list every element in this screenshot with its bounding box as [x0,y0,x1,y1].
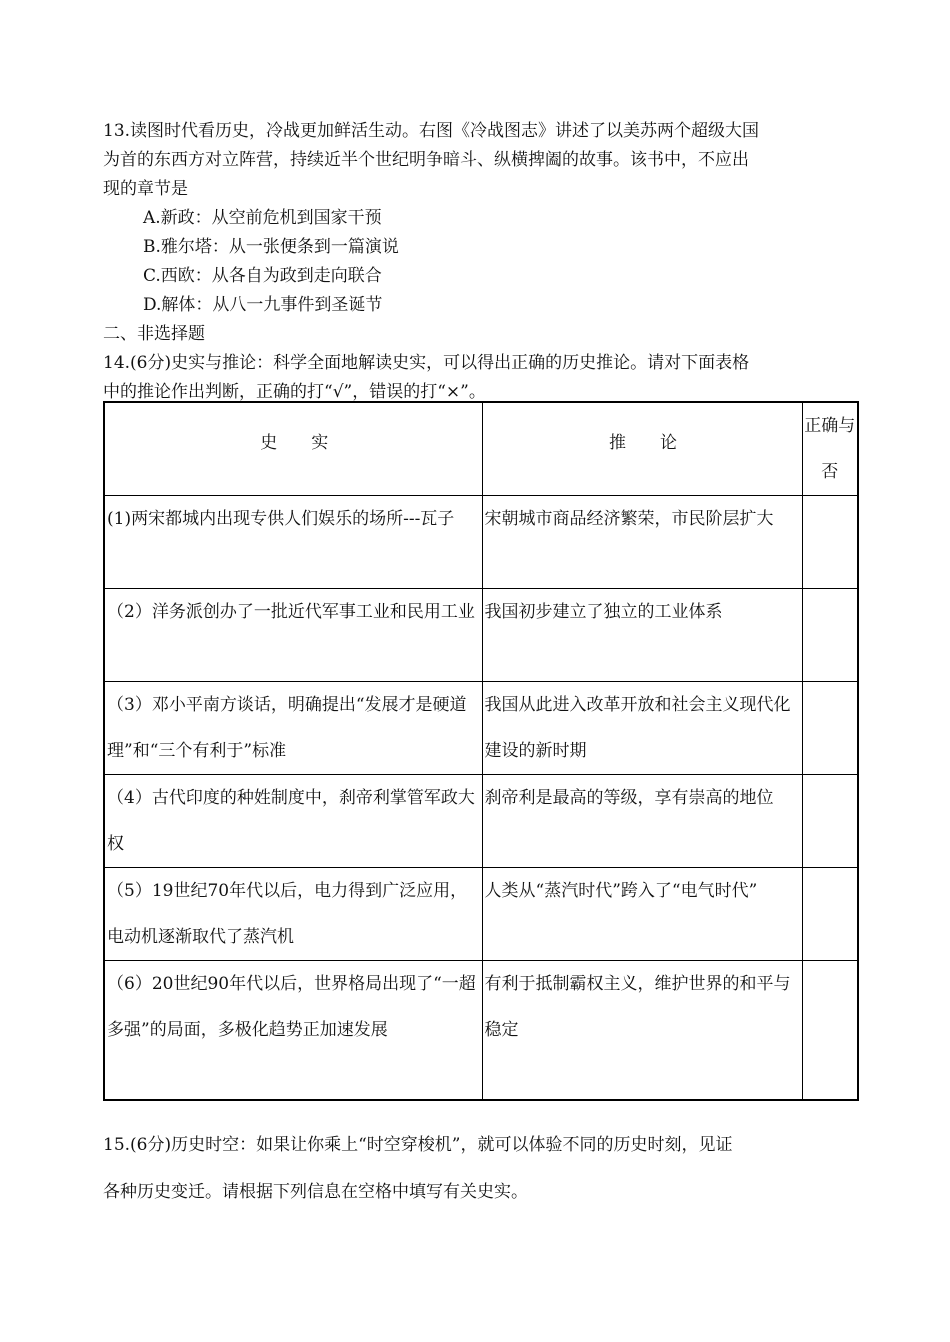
judge-cell[interactable] [802,868,858,961]
question-14-line-1: 14.(6分)史实与推论：科学全面地解读史实，可以得出正确的历史推论。请对下面表格 [103,353,750,373]
option-c: C.西欧：从各自为政到走向联合 [143,266,382,286]
table-row [104,682,858,775]
fact-cell: （4）古代印度的种姓制度中，刹帝利掌管军政大权 [104,775,482,868]
question-14-line-2: 中的推论作出判断，正确的打“√”，错误的打“×”。 [103,382,486,402]
inference-cell: 有利于抵制霸权主义，维护世界的和平与稳定 [482,961,802,1101]
inference-cell: 人类从“蒸汽时代”跨入了“电气时代” [482,868,802,961]
judge-cell[interactable] [802,589,858,682]
option-b: B.雅尔塔：从一张便条到一篇演说 [143,237,399,257]
table-row [104,496,858,589]
table-header-row [104,402,858,496]
section-heading: 二、非选择题 [103,324,205,344]
table-row [104,868,858,961]
option-a: A.新政：从空前危机到国家干预 [143,208,382,228]
fact-cell: (1)两宋都城内出现专供人们娱乐的场所---瓦子 [104,496,482,589]
judge-cell[interactable] [802,775,858,868]
judge-cell[interactable] [802,682,858,775]
fact-cell: （6）20世纪90年代以后，世界格局出现了“一超多强”的局面，多极化趋势正加速发展 [104,961,482,1101]
question-15-line-2: 各种历史变迁。请根据下列信息在空格中填写有关史实。 [103,1182,528,1202]
inference-cell: 我国从此进入改革开放和社会主义现代化建设的新时期 [482,682,802,775]
table-row [104,961,858,1101]
fact-cell: （5）19世纪70年代以后，电力得到广泛应用，电动机逐渐取代了蒸汽机 [104,868,482,961]
fact-cell: （2）洋务派创办了一批近代军事工业和民用工业 [104,589,482,682]
table-row [104,589,858,682]
inference-cell: 刹帝利是最高的等级，享有崇高的地位 [482,775,802,868]
header-fact: 史 实 [104,402,482,496]
judge-cell[interactable] [802,961,858,1101]
question-13-line-2: 为首的东西方对立阵营，持续近半个世纪明争暗斗、纵横捭阖的故事。该书中，不应出 [103,150,749,170]
inference-cell: 宋朝城市商品经济繁荣，市民阶层扩大 [482,496,802,589]
question-13-line-1: 13.读图时代看历史，冷战更加鲜活生动。右图《冷战图志》讲述了以美苏两个超级大国 [103,121,760,141]
question-13-line-3: 现的章节是 [103,179,188,199]
fact-cell: （3）邓小平南方谈话，明确提出“发展才是硬道理”和“三个有利于”标准 [104,682,482,775]
option-d: D.解体：从八一九事件到圣诞节 [143,295,383,315]
inference-cell: 我国初步建立了独立的工业体系 [482,589,802,682]
judgement-table [103,401,859,1101]
judge-cell[interactable] [802,496,858,589]
question-15-line-1: 15.(6分)历史时空：如果让你乘上“时空穿梭机”，就可以体验不同的历史时刻，见证 [103,1135,733,1155]
header-judge: 正确与否 [802,402,858,496]
header-inference: 推 论 [482,402,802,496]
table-row [104,775,858,868]
